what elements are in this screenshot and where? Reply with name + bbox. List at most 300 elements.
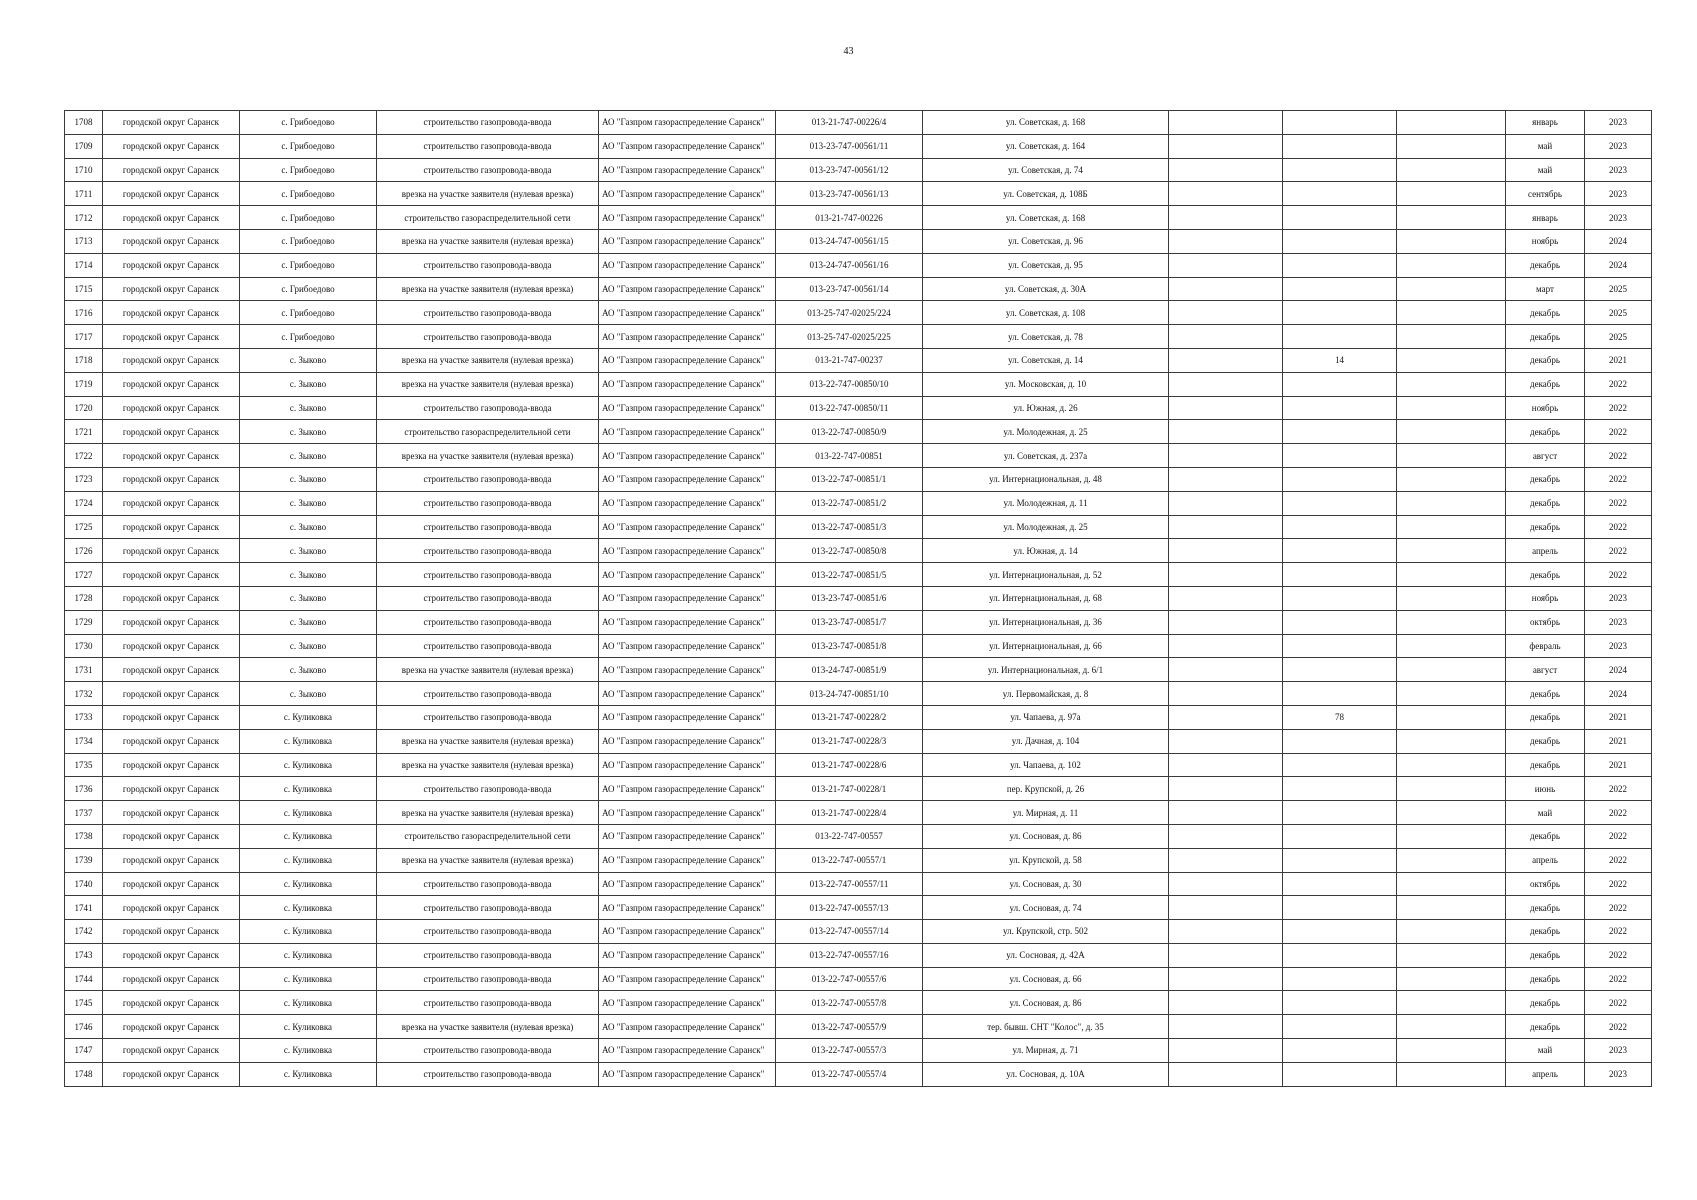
cell-work-type: строительство газопровода-ввода [377,967,599,991]
cell-address: ул. Сосновая, д. 86 [923,824,1169,848]
cell-contract-number: 013-22-747-00557/8 [776,991,923,1015]
cell-contract-number: 013-22-747-00851/1 [776,467,923,491]
cell-empty-col-a [1169,610,1283,634]
cell-year: 2022 [1585,872,1652,896]
cell-row-number: 1720 [65,396,103,420]
cell-empty-col-a [1169,801,1283,825]
cell-empty-col-a [1169,158,1283,182]
cell-municipality: городской округ Саранск [103,943,240,967]
cell-organization: АО "Газпром газораспределение Саранск" [599,491,776,515]
cell-empty-col-a [1169,348,1283,372]
cell-empty-col-a [1169,563,1283,587]
cell-work-type: строительство газопровода-ввода [377,515,599,539]
table-row [65,967,1652,991]
cell-contract-number: 013-21-747-00226/4 [776,111,923,135]
cell-municipality: городской округ Саранск [103,229,240,253]
cell-month: декабрь [1506,325,1585,349]
cell-organization: АО "Газпром газораспределение Саранск" [599,1015,776,1039]
cell-month: декабрь [1506,253,1585,277]
cell-municipality: городской округ Саранск [103,729,240,753]
cell-work-type: врезка на участке заявителя (нулевая врезка) [377,658,599,682]
cell-month: апрель [1506,539,1585,563]
cell-year: 2022 [1585,896,1652,920]
cell-empty-col-a [1169,729,1283,753]
cell-contract-number: 013-23-747-00851/6 [776,586,923,610]
cell-row-number: 1736 [65,777,103,801]
table-row [65,1015,1652,1039]
cell-organization: АО "Газпром газораспределение Саранск" [599,111,776,135]
cell-row-number: 1742 [65,920,103,944]
cell-count-value [1283,634,1397,658]
cell-month: декабрь [1506,372,1585,396]
cell-organization: АО "Газпром газораспределение Саранск" [599,444,776,468]
cell-count-value [1283,920,1397,944]
cell-count-value [1283,610,1397,634]
cell-address: ул. Сосновая, д. 66 [923,967,1169,991]
cell-organization: АО "Газпром газораспределение Саранск" [599,467,776,491]
cell-empty-col-b [1397,444,1506,468]
cell-contract-number: 013-21-747-00228/1 [776,777,923,801]
cell-count-value [1283,325,1397,349]
cell-organization: АО "Газпром газораспределение Саранск" [599,824,776,848]
cell-month: декабрь [1506,563,1585,587]
cell-settlement: с. Грибоедово [240,111,377,135]
cell-address: пер. Крупской, д. 26 [923,777,1169,801]
cell-settlement: с. Грибоедово [240,325,377,349]
cell-address: ул. Дачная, д. 104 [923,729,1169,753]
cell-empty-col-b [1397,1062,1506,1086]
cell-work-type: строительство газопровода-ввода [377,158,599,182]
cell-year: 2022 [1585,372,1652,396]
table-row [65,848,1652,872]
table-row [65,111,1652,135]
cell-month: апрель [1506,1062,1585,1086]
cell-row-number: 1732 [65,682,103,706]
cell-organization: АО "Газпром газораспределение Саранск" [599,848,776,872]
cell-month: март [1506,277,1585,301]
cell-empty-col-b [1397,586,1506,610]
cell-settlement: с. Куликовка [240,729,377,753]
cell-municipality: городской округ Саранск [103,920,240,944]
cell-month: октябрь [1506,872,1585,896]
cell-work-type: строительство газопровода-ввода [377,705,599,729]
cell-year: 2023 [1585,206,1652,230]
cell-settlement: с. Куликовка [240,991,377,1015]
cell-contract-number: 013-22-747-00557/4 [776,1062,923,1086]
cell-settlement: с. Зыково [240,372,377,396]
table-row [65,1062,1652,1086]
cell-settlement: с. Грибоедово [240,277,377,301]
cell-settlement: с. Зыково [240,420,377,444]
cell-address: ул. Молодежная, д. 25 [923,515,1169,539]
cell-contract-number: 013-22-747-00851/3 [776,515,923,539]
cell-month: август [1506,444,1585,468]
cell-month: май [1506,801,1585,825]
cell-empty-col-b [1397,134,1506,158]
cell-work-type: строительство газопровода-ввода [377,396,599,420]
table-row [65,777,1652,801]
cell-contract-number: 013-22-747-00850/8 [776,539,923,563]
cell-settlement: с. Куликовка [240,1062,377,1086]
cell-work-type: строительство газораспределительной сети [377,420,599,444]
cell-empty-col-b [1397,896,1506,920]
cell-contract-number: 013-22-747-00851/2 [776,491,923,515]
cell-municipality: городской округ Саранск [103,158,240,182]
table-row [65,444,1652,468]
cell-contract-number: 013-23-747-00561/12 [776,158,923,182]
cell-organization: АО "Газпром газораспределение Саранск" [599,348,776,372]
cell-empty-col-a [1169,301,1283,325]
cell-year: 2023 [1585,586,1652,610]
cell-address: ул. Интернациональная, д. 6/1 [923,658,1169,682]
cell-row-number: 1714 [65,253,103,277]
table-row [65,1039,1652,1063]
cell-row-number: 1746 [65,1015,103,1039]
cell-year: 2023 [1585,182,1652,206]
cell-address: ул. Советская, д. 95 [923,253,1169,277]
cell-month: декабрь [1506,467,1585,491]
cell-settlement: с. Зыково [240,515,377,539]
cell-row-number: 1717 [65,325,103,349]
cell-address: ул. Молодежная, д. 25 [923,420,1169,444]
cell-count-value [1283,182,1397,206]
cell-contract-number: 013-22-747-00850/10 [776,372,923,396]
cell-year: 2023 [1585,1062,1652,1086]
cell-address: ул. Чапаева, д. 97а [923,705,1169,729]
cell-year: 2022 [1585,467,1652,491]
cell-municipality: городской округ Саранск [103,824,240,848]
cell-address: тер. бывш. СНТ "Колос", д. 35 [923,1015,1169,1039]
cell-empty-col-b [1397,253,1506,277]
cell-row-number: 1726 [65,539,103,563]
cell-contract-number: 013-23-747-00561/11 [776,134,923,158]
cell-count-value [1283,301,1397,325]
cell-empty-col-a [1169,229,1283,253]
cell-month: ноябрь [1506,396,1585,420]
cell-empty-col-a [1169,134,1283,158]
cell-month: декабрь [1506,943,1585,967]
cell-empty-col-a [1169,943,1283,967]
cell-municipality: городской округ Саранск [103,301,240,325]
cell-municipality: городской округ Саранск [103,682,240,706]
cell-year: 2024 [1585,253,1652,277]
cell-count-value [1283,563,1397,587]
cell-year: 2022 [1585,991,1652,1015]
cell-month: апрель [1506,848,1585,872]
cell-month: ноябрь [1506,586,1585,610]
cell-empty-col-a [1169,848,1283,872]
cell-year: 2025 [1585,301,1652,325]
cell-row-number: 1719 [65,372,103,396]
cell-organization: АО "Газпром газораспределение Саранск" [599,753,776,777]
cell-address: ул. Советская, д. 237а [923,444,1169,468]
cell-row-number: 1734 [65,729,103,753]
cell-organization: АО "Газпром газораспределение Саранск" [599,396,776,420]
cell-empty-col-b [1397,301,1506,325]
cell-count-value [1283,420,1397,444]
cell-year: 2021 [1585,729,1652,753]
cell-empty-col-b [1397,658,1506,682]
cell-month: июнь [1506,777,1585,801]
cell-settlement: с. Куликовка [240,824,377,848]
cell-work-type: строительство газопровода-ввода [377,920,599,944]
table-row [65,229,1652,253]
cell-work-type: строительство газопровода-ввода [377,777,599,801]
cell-year: 2024 [1585,682,1652,706]
cell-empty-col-b [1397,753,1506,777]
table-row [65,515,1652,539]
cell-row-number: 1715 [65,277,103,301]
cell-empty-col-b [1397,848,1506,872]
cell-address: ул. Первомайская, д. 8 [923,682,1169,706]
table-row [65,348,1652,372]
cell-empty-col-a [1169,182,1283,206]
cell-contract-number: 013-22-747-00557/14 [776,920,923,944]
cell-address: ул. Сосновая, д. 42А [923,943,1169,967]
cell-month: май [1506,158,1585,182]
cell-row-number: 1748 [65,1062,103,1086]
cell-settlement: с. Грибоедово [240,206,377,230]
cell-count-value [1283,158,1397,182]
cell-organization: АО "Газпром газораспределение Саранск" [599,729,776,753]
cell-empty-col-b [1397,563,1506,587]
cell-month: декабрь [1506,348,1585,372]
cell-contract-number: 013-21-747-00228/4 [776,801,923,825]
cell-empty-col-b [1397,206,1506,230]
table-row [65,729,1652,753]
cell-address: ул. Сосновая, д. 74 [923,896,1169,920]
cell-empty-col-a [1169,111,1283,135]
cell-month: декабрь [1506,301,1585,325]
table-row [65,920,1652,944]
table-row [65,539,1652,563]
cell-organization: АО "Газпром газораспределение Саранск" [599,943,776,967]
cell-count-value [1283,396,1397,420]
cell-contract-number: 013-21-747-00228/6 [776,753,923,777]
cell-empty-col-a [1169,491,1283,515]
cell-settlement: с. Куликовка [240,848,377,872]
cell-address: ул. Крупской, д. 58 [923,848,1169,872]
cell-month: декабрь [1506,729,1585,753]
cell-municipality: городской округ Саранск [103,325,240,349]
cell-contract-number: 013-25-747-02025/224 [776,301,923,325]
cell-month: декабрь [1506,967,1585,991]
cell-count-value: 78 [1283,705,1397,729]
cell-empty-col-b [1397,729,1506,753]
table-row [65,491,1652,515]
cell-work-type: строительство газопровода-ввода [377,1062,599,1086]
cell-empty-col-b [1397,396,1506,420]
cell-municipality: городской округ Саранск [103,658,240,682]
cell-organization: АО "Газпром газораспределение Саранск" [599,682,776,706]
cell-row-number: 1743 [65,943,103,967]
cell-organization: АО "Газпром газораспределение Саранск" [599,206,776,230]
cell-count-value [1283,467,1397,491]
cell-work-type: строительство газопровода-ввода [377,563,599,587]
cell-address: ул. Московская, д. 10 [923,372,1169,396]
cell-empty-col-a [1169,682,1283,706]
cell-municipality: городской округ Саранск [103,491,240,515]
cell-address: ул. Сосновая, д. 10А [923,1062,1169,1086]
cell-organization: АО "Газпром газораспределение Саранск" [599,563,776,587]
cell-month: январь [1506,206,1585,230]
cell-count-value [1283,824,1397,848]
cell-row-number: 1737 [65,801,103,825]
cell-municipality: городской округ Саранск [103,396,240,420]
cell-contract-number: 013-21-747-00228/2 [776,705,923,729]
cell-address: ул. Советская, д. 108 [923,301,1169,325]
cell-address: ул. Советская, д. 30А [923,277,1169,301]
cell-contract-number: 013-21-747-00237 [776,348,923,372]
cell-row-number: 1739 [65,848,103,872]
cell-month: декабрь [1506,682,1585,706]
cell-contract-number: 013-22-747-00557/13 [776,896,923,920]
cell-address: ул. Советская, д. 14 [923,348,1169,372]
cell-contract-number: 013-24-747-00851/9 [776,658,923,682]
table-row [65,372,1652,396]
cell-empty-col-b [1397,111,1506,135]
cell-settlement: с. Зыково [240,682,377,706]
cell-settlement: с. Куликовка [240,872,377,896]
cell-settlement: с. Куликовка [240,920,377,944]
cell-row-number: 1718 [65,348,103,372]
cell-empty-col-a [1169,920,1283,944]
cell-row-number: 1710 [65,158,103,182]
cell-organization: АО "Газпром газораспределение Саранск" [599,1039,776,1063]
cell-organization: АО "Газпром газораспределение Саранск" [599,705,776,729]
registry-table [64,110,1652,1087]
cell-work-type: строительство газопровода-ввода [377,325,599,349]
cell-year: 2025 [1585,277,1652,301]
cell-address: ул. Советская, д. 168 [923,206,1169,230]
table-row [65,801,1652,825]
cell-count-value [1283,539,1397,563]
cell-row-number: 1745 [65,991,103,1015]
cell-row-number: 1738 [65,824,103,848]
cell-settlement: с. Куликовка [240,943,377,967]
cell-count-value [1283,229,1397,253]
cell-work-type: врезка на участке заявителя (нулевая врезка) [377,372,599,396]
cell-organization: АО "Газпром газораспределение Саранск" [599,277,776,301]
table-row [65,467,1652,491]
cell-month: ноябрь [1506,229,1585,253]
cell-settlement: с. Куликовка [240,705,377,729]
cell-organization: АО "Газпром газораспределение Саранск" [599,634,776,658]
table-row [65,182,1652,206]
cell-row-number: 1731 [65,658,103,682]
cell-address: ул. Советская, д. 164 [923,134,1169,158]
table-row [65,872,1652,896]
table-row [65,277,1652,301]
cell-municipality: городской округ Саранск [103,111,240,135]
cell-empty-col-b [1397,872,1506,896]
cell-contract-number: 013-22-747-00557/9 [776,1015,923,1039]
cell-address: ул. Сосновая, д. 30 [923,872,1169,896]
cell-row-number: 1744 [65,967,103,991]
cell-contract-number: 013-22-747-00557/6 [776,967,923,991]
cell-settlement: с. Куликовка [240,896,377,920]
cell-organization: АО "Газпром газораспределение Саранск" [599,991,776,1015]
cell-empty-col-a [1169,896,1283,920]
cell-month: декабрь [1506,515,1585,539]
cell-year: 2022 [1585,1015,1652,1039]
cell-empty-col-a [1169,325,1283,349]
cell-month: май [1506,134,1585,158]
cell-settlement: с. Зыково [240,658,377,682]
cell-empty-col-b [1397,1039,1506,1063]
cell-month: январь [1506,111,1585,135]
table-body [65,111,1652,1087]
cell-year: 2023 [1585,1039,1652,1063]
cell-year: 2022 [1585,420,1652,444]
cell-municipality: городской округ Саранск [103,372,240,396]
cell-empty-col-a [1169,753,1283,777]
cell-count-value [1283,515,1397,539]
cell-organization: АО "Газпром газораспределение Саранск" [599,777,776,801]
cell-empty-col-b [1397,705,1506,729]
cell-contract-number: 013-21-747-00228/3 [776,729,923,753]
cell-settlement: с. Зыково [240,539,377,563]
cell-row-number: 1722 [65,444,103,468]
table-row [65,682,1652,706]
cell-organization: АО "Газпром газораспределение Саранск" [599,801,776,825]
cell-work-type: врезка на участке заявителя (нулевая врезка) [377,348,599,372]
cell-year: 2021 [1585,753,1652,777]
cell-row-number: 1728 [65,586,103,610]
cell-contract-number: 013-22-747-00557/1 [776,848,923,872]
cell-municipality: городской округ Саранск [103,515,240,539]
cell-row-number: 1729 [65,610,103,634]
cell-count-value [1283,991,1397,1015]
cell-empty-col-b [1397,182,1506,206]
cell-work-type: строительство газопровода-ввода [377,491,599,515]
cell-month: декабрь [1506,491,1585,515]
cell-organization: АО "Газпром газораспределение Саранск" [599,586,776,610]
cell-year: 2025 [1585,325,1652,349]
table-row [65,301,1652,325]
cell-count-value [1283,896,1397,920]
cell-empty-col-a [1169,872,1283,896]
cell-organization: АО "Газпром газораспределение Саранск" [599,515,776,539]
cell-municipality: городской округ Саранск [103,991,240,1015]
cell-work-type: строительство газопровода-ввода [377,253,599,277]
cell-contract-number: 013-23-747-00561/14 [776,277,923,301]
cell-organization: АО "Газпром газораспределение Саранск" [599,967,776,991]
cell-contract-number: 013-24-747-00561/15 [776,229,923,253]
cell-work-type: врезка на участке заявителя (нулевая врезка) [377,848,599,872]
cell-settlement: с. Зыково [240,610,377,634]
cell-municipality: городской округ Саранск [103,277,240,301]
cell-address: ул. Советская, д. 74 [923,158,1169,182]
cell-year: 2023 [1585,111,1652,135]
cell-municipality: городской округ Саранск [103,206,240,230]
cell-count-value [1283,777,1397,801]
cell-work-type: строительство газопровода-ввода [377,134,599,158]
cell-address: ул. Крупской, стр. 502 [923,920,1169,944]
cell-organization: АО "Газпром газораспределение Саранск" [599,539,776,563]
cell-count-value [1283,1062,1397,1086]
cell-address: ул. Интернациональная, д. 48 [923,467,1169,491]
cell-municipality: городской округ Саранск [103,134,240,158]
cell-year: 2022 [1585,563,1652,587]
cell-empty-col-a [1169,991,1283,1015]
table-row [65,325,1652,349]
cell-empty-col-b [1397,325,1506,349]
cell-empty-col-b [1397,777,1506,801]
cell-address: ул. Мирная, д. 71 [923,1039,1169,1063]
cell-row-number: 1733 [65,705,103,729]
table-row [65,896,1652,920]
